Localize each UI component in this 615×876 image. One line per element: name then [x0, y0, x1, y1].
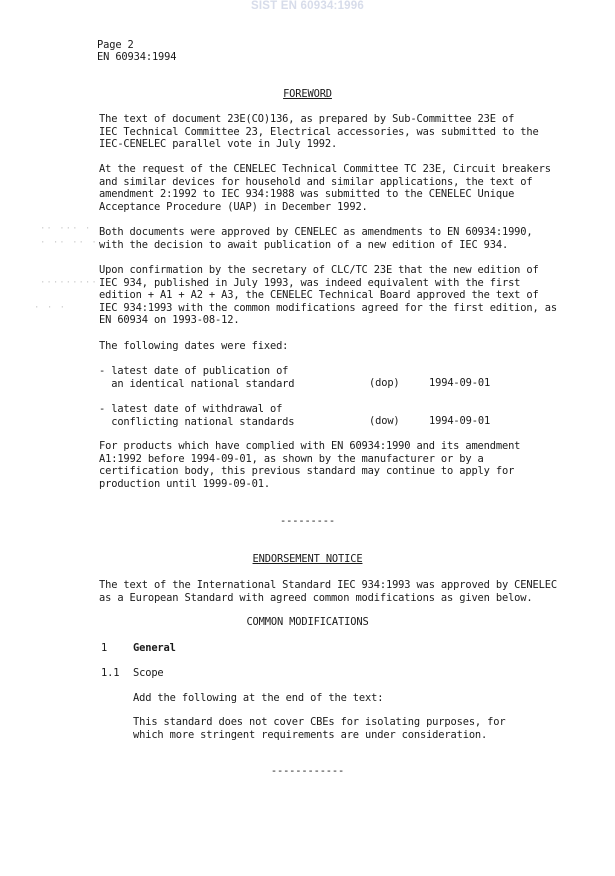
foreword-paragraph-4: Upon confirmation by the secretary of CLC/TC 23E that the new edition of IEC 934, published in July 1993, was indeed equivalent with the first edition + A1 + A2 + A3, the CENELEC Technical Board approved the text of IEC 934:1993 with the common modifications agreed for the first edition, as EN 60934 on 1993-08-12. [99, 264, 557, 327]
dates-intro: The following dates were fixed: [99, 340, 289, 352]
foreword-separator: --------- [280, 515, 335, 527]
foreword-paragraph-1: The text of document 23E(CO)136, as prepared by Sub-Committee 23E of IEC Technical Committee 23, Electrical accessories, was submitted to the IEC-CENELEC parallel vote in July 1992. [99, 113, 539, 151]
common-modifications-title: COMMON MODIFICATIONS [246, 616, 369, 628]
scope-added-text: This standard does not cover CBEs for isolating purposes, for which more stringent requirements are under consideration. [133, 716, 506, 741]
date-item-dop-label: - latest date of publication of an identical national standard [99, 365, 295, 390]
page-number: Page 2 [97, 39, 134, 51]
date-item-dop-code: (dop) [369, 377, 400, 389]
scope-instruction: Add the following at the end of the text: [133, 692, 384, 704]
date-item-dow-label: - latest date of withdrawal of conflicting national standards [99, 403, 295, 428]
section-1-1-number: 1.1 [101, 667, 120, 679]
endorsement-text: The text of the International Standard IEC 934:1993 was approved by CENELEC as a European Standard with agreed common modifications as given below. [99, 579, 557, 604]
foreword-paragraph-2: At the request of the CENELEC Technical Committee TC 23E, Circuit breakers and similar devices for household and similar applications, the text of amendment 2:1992 to IEC 934:1988 was submitted to the CENELEC Unique Acceptance Procedure (UAP) in December 1992. [99, 163, 551, 213]
watermark: SIST EN 60934:1996 [251, 0, 364, 12]
date-item-dop-date: 1994-09-01 [429, 377, 491, 389]
foreword-closing: For products which have complied with EN 60934:1990 and its amendment A1:1992 before 1994-09-01, as shown by the manufacturer or by a certification body, this previous standard may continue to apply for production until 1999-09-01. [99, 440, 521, 490]
section-1-1-title: Scope [133, 667, 164, 679]
section-1-number: 1 [101, 642, 108, 654]
foreword-title: FOREWORD [283, 88, 332, 100]
section-1-title: General [133, 642, 176, 654]
foreword-paragraph-3: Both documents were approved by CENELEC as amendments to EN 60934:1990, with the decision to await publication of a new edition of IEC 934. [99, 226, 533, 251]
scan-smudge: ·· ··· · [40, 224, 92, 234]
scan-smudge: ········· [40, 278, 98, 288]
endorsement-title: ENDORSEMENT NOTICE [252, 553, 363, 565]
endorsement-separator: ------------ [270, 765, 345, 777]
document-id: EN 60934:1994 [97, 51, 177, 63]
date-item-dow-code: (dow) [369, 415, 400, 427]
scan-smudge: · · · [34, 303, 67, 313]
scan-smudge: · ·· ·· · [40, 238, 98, 248]
date-item-dow-date: 1994-09-01 [429, 415, 491, 427]
